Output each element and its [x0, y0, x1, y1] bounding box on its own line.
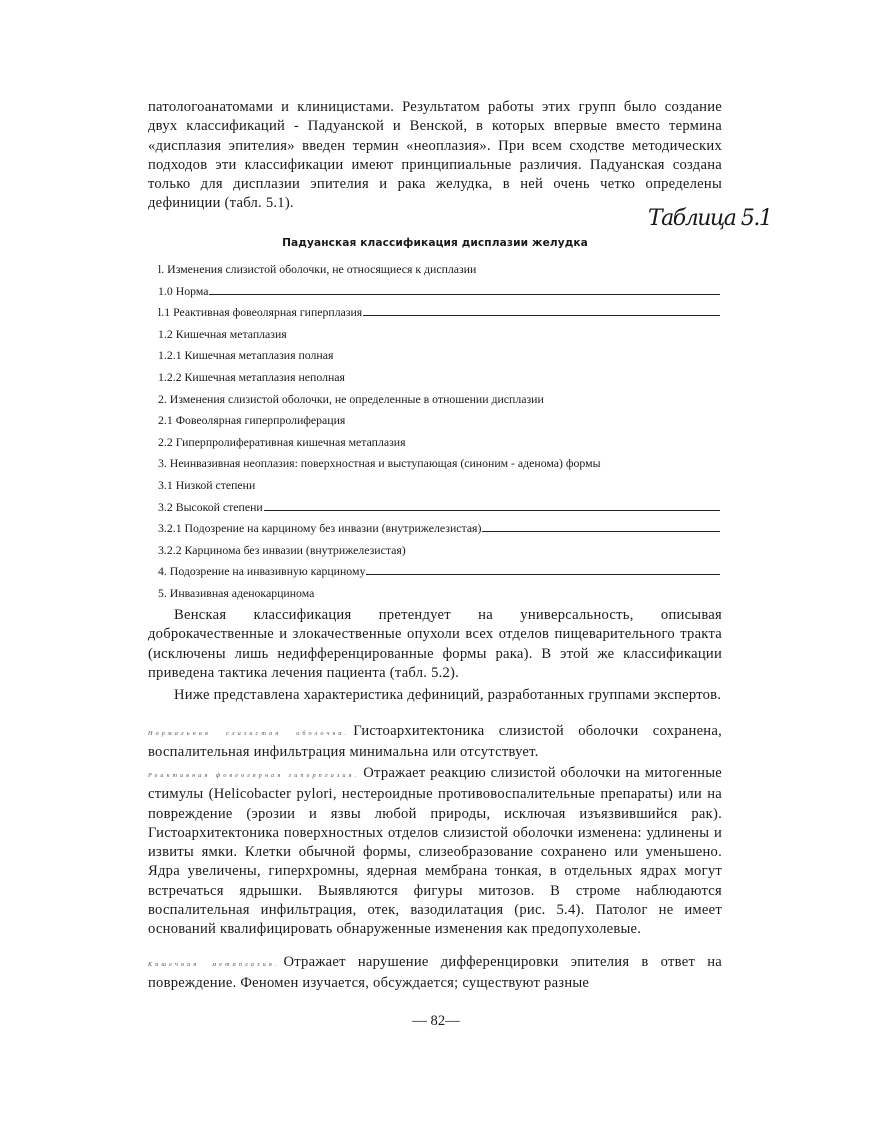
list-item [158, 477, 720, 499]
vienna-paragraph: Венская классификация претендует на универсальность, описывая доброкачественные и злокачественные опухоли всех отделов пищеварительного тракта (исключены лишь недифференцированные формы рака). В этой же классификации приведена тактика лечения пациента (табл. 5.2). [148, 607, 722, 681]
list-item [158, 391, 720, 413]
list-item-text: 2.1 Фовеолярная гиперпролиферация [158, 413, 346, 428]
list-item [158, 412, 720, 434]
list-item-text: 3. Неинвазивная неоплазия: поверхностная и выступающая (синоним - аденома) формы [158, 456, 601, 471]
fill-rule [366, 563, 720, 575]
normal-mucosa-runin: Нормальная слизистая оболочка. [148, 730, 350, 737]
reactive-hyperplasia-runin: Реактивная фовеолярная гиперплазия. [148, 772, 360, 779]
page-number: — 82— [412, 1013, 460, 1029]
list-item [158, 563, 720, 585]
list-item [158, 326, 720, 348]
list-item-text: 2.2 Гиперпролиферативная кишечная метаплазия [158, 434, 406, 449]
classification-list [158, 261, 720, 607]
list-item-text: 1.0 Норма [158, 283, 209, 298]
list-item-text: 1.2 Кишечная метаплазия [158, 326, 287, 341]
list-item-text: l.1 Реактивная фовеолярная гиперплазия [158, 305, 363, 320]
list-item-text: 5. Инвазивная аденокарцинома [158, 585, 315, 600]
fill-rule [482, 520, 720, 532]
table-label: Таблица 5.1 [648, 206, 772, 231]
list-item-text: 1.2.2 Кишечная метаплазия неполная [158, 369, 345, 384]
normal-mucosa-text: Гистоархитектоника слизистой оболочки сохранена, воспалительная инфильтрация минимальна или отсутствует. [148, 723, 722, 761]
normal-mucosa-paragraph [148, 722, 722, 763]
list-item [158, 369, 720, 391]
list-item-text: 3.1 Низкой степени [158, 477, 256, 492]
fill-rule [209, 283, 720, 295]
reactive-hyperplasia-text: Отражает реакцию слизистой оболочки на митогенные стимулы (Helicobacter pylori, нестероидные противовоспалительные препараты) или на повреждение (эрозии и язвы любой природы, исключая изъязвившийся рак). Гистоархитектоника поверхностных отделов слизистой оболочки изменена: удлинены и извиты ямки. Клетки обычной формы, слизеобразование сохранено или уменьшено. Ядра увеличены, гиперхромны, ядерная мембрана тонкая, в отдельных ядрах могут встречаться ядрышки. Выявляются фигуры митозов. В строме наблюдаются воспалительная инфильтрация, отек, вазодилатация (рис. 5.4). Патолог не имеет оснований квалифицировать обнаруженные изменения как предопухолевые. [148, 765, 722, 938]
list-item-text: 4. Подозрение на инвазивную карциному [158, 564, 366, 579]
below-paragraph: Ниже представлена характеристика дефиниций, разработанных группами экспертов. [174, 687, 722, 703]
fill-rule [264, 499, 720, 511]
list-item [158, 434, 720, 456]
list-item [158, 542, 720, 564]
fill-rule [363, 304, 720, 316]
table-title: Падуанская классификация дисплазии желудка [282, 237, 588, 249]
intestinal-metaplasia-text: Отражает нарушение дифференцировки эпителия в ответ на повреждение. Феномен изучается, обсуждается; существуют разные [148, 954, 722, 992]
list-item [158, 499, 720, 521]
list-item [158, 283, 720, 305]
list-item [158, 585, 720, 607]
list-item [158, 455, 720, 477]
list-item [158, 347, 720, 369]
list-item-text: 2. Изменения слизистой оболочки, не определенные в отношении дисплазии [158, 391, 544, 406]
intestinal-metaplasia-paragraph [148, 953, 722, 994]
list-item-text: 3.2 Высокой степени [158, 499, 263, 514]
intestinal-metaplasia-runin: Кишечная метаплазия. [148, 961, 280, 968]
list-item-text: 1.2.1 Кишечная метаплазия полная [158, 348, 334, 363]
list-item-text: l. Изменения слизистой оболочки, не относящиеся к дисплазии [158, 262, 477, 276]
list-item-text: 3.2.2 Карцинома без инвазии (внутрижелезистая) [158, 542, 406, 557]
intro-paragraph: патологоанатомами и клиницистами. Результатом работы этих групп было создание двух классификаций - Падуанской и Венской, в которых впервые вместо термина «дисплазия эпителия» введен термин «неоплазия». При всем сходстве методических подходов эти классификации имеют принципиальные различия. Падуанская создана только для дисплазии эпителия и рака желудка, в ней очень четко определены дефиниции (табл. 5.1). [148, 99, 722, 212]
reactive-hyperplasia-paragraph [148, 764, 722, 940]
list-item [158, 261, 720, 283]
list-item [158, 520, 720, 542]
list-item [158, 304, 720, 326]
list-item-text: 3.2.1 Подозрение на карциному без инвазии (внутрижелезистая) [158, 521, 482, 536]
